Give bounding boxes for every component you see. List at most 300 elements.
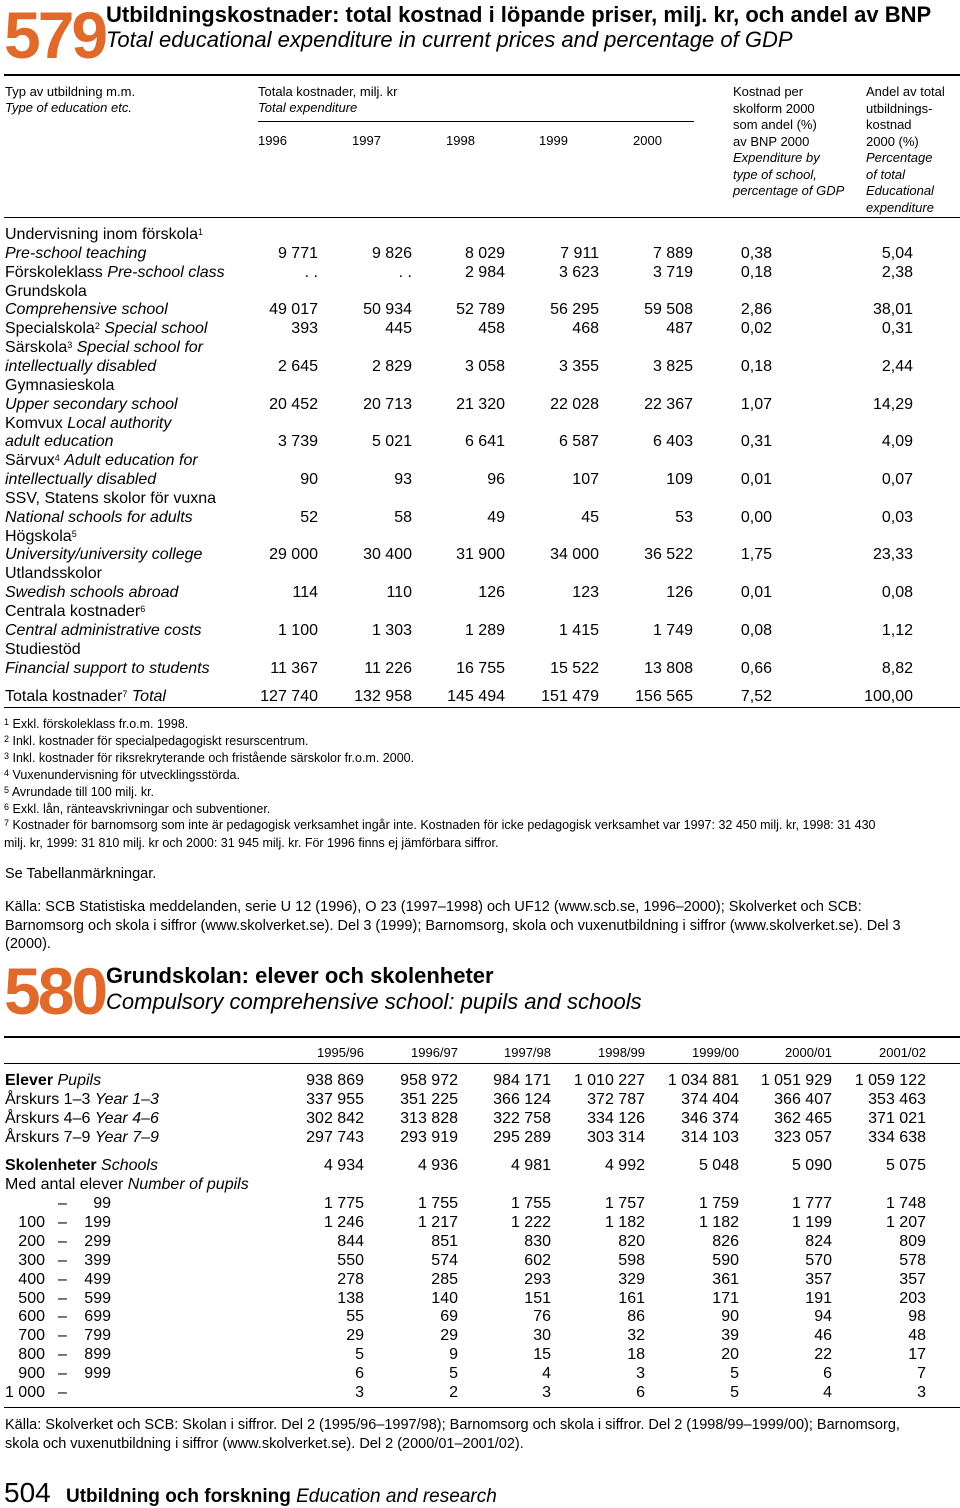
table-number-580: 580 (4, 954, 106, 1028)
row-label (5, 545, 202, 564)
cell: 1 207 (885, 1213, 926, 1231)
cell: 938 869 (306, 1072, 364, 1089)
cell: 138 (337, 1289, 364, 1307)
footnote-ref: 7 (122, 689, 128, 699)
rule-bottom-580 (4, 1407, 960, 1408)
cell: 293 919 (400, 1129, 458, 1146)
cell: . . (398, 263, 412, 281)
footnote (4, 784, 154, 801)
cell: 4 936 (417, 1157, 458, 1174)
cell: 3 719 (652, 263, 693, 281)
cell: 844 (337, 1232, 364, 1250)
row-label (5, 225, 203, 244)
cell: 156 565 (635, 688, 693, 705)
cell: 109 (666, 471, 693, 489)
cell: 3 (917, 1384, 926, 1401)
label-sv: Studiestöd (5, 640, 81, 658)
cell: . . (304, 263, 318, 281)
cell: 55 (346, 1308, 364, 1326)
footnote-ref: 2 (94, 321, 100, 332)
row-label (5, 659, 210, 678)
row-label (5, 357, 156, 376)
cell: 0,31 (881, 320, 913, 338)
cell: 851 (431, 1232, 458, 1250)
size-to: 299 (84, 1232, 111, 1250)
label-sv: Årskurs 4–6 (5, 1110, 91, 1127)
col-year: 1998/99 (598, 1045, 645, 1060)
size-from: 200 (18, 1232, 45, 1250)
col-year: 1995/96 (317, 1045, 364, 1060)
cell: 49 (487, 508, 505, 526)
cell: 5 048 (698, 1157, 739, 1174)
cell: 5 (355, 1346, 364, 1364)
cell: 550 (337, 1251, 364, 1269)
cell: 15 522 (550, 659, 599, 677)
label-en: Pupils (57, 1072, 102, 1089)
label-en: National schools for adults (5, 508, 193, 526)
cell: 7 911 (560, 244, 599, 262)
cell: 984 171 (493, 1072, 551, 1089)
cell: 90 (721, 1308, 739, 1326)
cell: 4 992 (604, 1157, 645, 1174)
rule-head-580 (4, 1063, 960, 1064)
footnote-text: Inkl. kostnader för riksrekryterande och fristående särskolor fr.o.m. 2000. (12, 750, 415, 765)
table-row (0, 1345, 960, 1364)
cell: 127 740 (260, 688, 318, 705)
label-en: intellectually disabled (5, 471, 157, 489)
cell: 4,09 (881, 433, 913, 451)
cell: 9 826 (371, 244, 412, 262)
label-sv: Totala kostnader (5, 688, 123, 705)
table-row (0, 621, 960, 640)
cell: 52 789 (456, 301, 505, 319)
cell: 4 981 (510, 1157, 551, 1174)
cell: 334 638 (868, 1129, 926, 1146)
table-row (0, 263, 960, 282)
col-year: 1996 (258, 133, 287, 148)
cell: 1 246 (323, 1213, 364, 1231)
footnote-num: 6 (4, 801, 10, 812)
footnote-num: 7 (4, 818, 10, 829)
cell: 14,29 (872, 395, 913, 413)
table-row (0, 640, 960, 659)
cell: 4 934 (323, 1157, 364, 1174)
label-sv: Grundskola (5, 282, 87, 300)
col-head-type-en: Type of education etc. (5, 100, 132, 115)
cell: 203 (899, 1289, 926, 1307)
cell: 1 289 (464, 621, 505, 639)
footnote-ref: 3 (67, 340, 73, 351)
cell: 5 (730, 1384, 739, 1401)
label-sv: Undervisning inom förskola (5, 226, 198, 243)
cell: 2 645 (277, 357, 318, 375)
cell: 0,66 (740, 659, 772, 677)
cell: 16 755 (456, 659, 505, 677)
size-from: 800 (18, 1346, 45, 1364)
cell: 366 124 (493, 1091, 551, 1108)
cell: 1,75 (740, 546, 772, 564)
table-row (0, 395, 960, 414)
page-number: 504 (4, 1477, 51, 1508)
col-year: 1997 (352, 133, 381, 148)
cell: 6 (823, 1365, 832, 1383)
cell: 1,12 (881, 621, 913, 639)
col-year: 2001/02 (879, 1045, 926, 1060)
table-row (0, 1109, 960, 1128)
table-row (0, 1194, 960, 1213)
cell: 58 (394, 508, 412, 526)
size-to: 999 (84, 1365, 111, 1383)
size-from: 300 (18, 1251, 45, 1269)
cell: 59 508 (644, 301, 693, 319)
source-580: Källa: Skolverket och SCB: Skolan i siffror. Del 2 (1995/96–1997/98); Barnomsorg och skola i siffror. Del 2 (1998/99–1999/00); Barnomsorg, skola och vuxenutbildning i siffror (www.skolverket.se). Del 2 (2000/01–2001/02). (5, 1417, 900, 1452)
label-en: University/university college (5, 546, 203, 564)
cell: 29 000 (269, 546, 318, 564)
cell: 20 452 (269, 395, 318, 413)
cell: 602 (524, 1251, 551, 1269)
cell: 1 777 (791, 1195, 832, 1212)
rule-head (4, 217, 960, 218)
cell: 2 (449, 1384, 458, 1401)
cell: 1 051 929 (760, 1072, 832, 1089)
cell: 96 (487, 471, 505, 489)
label-en: Financial support to students (5, 659, 210, 677)
row-label (5, 1071, 101, 1090)
size-to: 599 (84, 1289, 111, 1307)
size-to: 99 (93, 1195, 111, 1212)
footnote-ref: 5 (71, 528, 77, 539)
cell: 1 415 (558, 621, 599, 639)
cell: 22 367 (644, 395, 693, 413)
cell: 468 (572, 320, 599, 338)
cell: 313 828 (400, 1110, 458, 1127)
table-row (0, 1326, 960, 1345)
cell: 8 029 (464, 244, 505, 262)
cell: 126 (478, 584, 505, 602)
size-dash: – (58, 1384, 67, 1401)
table-row (0, 564, 960, 583)
row-label (5, 527, 77, 546)
table-number: 579 (4, 0, 106, 72)
table-row (0, 1383, 960, 1402)
table-title-en: Total educational expenditure in current prices and percentage of GDP (106, 27, 793, 52)
cell: 32 (627, 1327, 645, 1345)
cell: 366 407 (774, 1091, 832, 1108)
label-en: Year 7–9 (94, 1129, 159, 1146)
table-row (0, 1289, 960, 1308)
size-dash: – (58, 1346, 67, 1364)
label-en: Adult education for (64, 452, 198, 470)
cell: 191 (805, 1289, 832, 1307)
row-label (5, 414, 171, 433)
label-sv: Gymnasieskola (5, 376, 115, 394)
label-en: Special school for (76, 339, 204, 357)
cell: 0,07 (881, 471, 913, 489)
label-sv: Särskola (5, 339, 68, 357)
table-row (0, 1232, 960, 1251)
cell: 161 (618, 1289, 645, 1307)
footnote (4, 750, 414, 767)
cell: 302 842 (306, 1110, 364, 1127)
cell: 46 (814, 1327, 832, 1345)
label-sv: SSV, Statens skolor för vuxna (5, 489, 217, 507)
cell: 132 958 (354, 688, 412, 705)
cell: 76 (533, 1308, 551, 1326)
cell: 17 (908, 1346, 926, 1364)
cell: 86 (627, 1308, 645, 1326)
size-dash: – (58, 1232, 67, 1250)
cell: 34 000 (550, 546, 599, 564)
cell: 346 374 (681, 1110, 739, 1127)
cell: 1 059 122 (854, 1072, 926, 1089)
cell: 570 (805, 1251, 832, 1269)
size-to: 499 (84, 1270, 111, 1288)
cell: 0,01 (740, 584, 772, 602)
cell: 1 303 (371, 621, 412, 639)
row-label (5, 602, 145, 621)
cell: 1 775 (323, 1195, 364, 1212)
row-label (5, 1156, 158, 1175)
label-en: Swedish schools abroad (5, 584, 179, 602)
cell: 20 (721, 1346, 739, 1364)
label-sv: Förskoleklass (5, 263, 103, 281)
cell: 36 522 (644, 546, 693, 564)
cell: 1 182 (698, 1213, 739, 1231)
cell: 145 494 (447, 688, 505, 705)
table-row (0, 282, 960, 301)
cell: 2 984 (464, 263, 505, 281)
row-label (5, 583, 178, 602)
table-row (0, 1364, 960, 1383)
cell: 18 (627, 1346, 645, 1364)
footnote-num: 5 (4, 784, 10, 795)
cell: 23,33 (872, 546, 913, 564)
footnote-text: Exkl. lån, ränteavskrivningar och subventioner. (12, 801, 271, 816)
label-sv: Elever (5, 1072, 54, 1089)
size-dash: – (58, 1270, 67, 1288)
row-label (5, 1090, 159, 1109)
label-en: Year 4–6 (94, 1110, 159, 1127)
cell: 39 (721, 1327, 739, 1345)
col-year: 1997/98 (504, 1045, 551, 1060)
size-from: 400 (18, 1270, 45, 1288)
label-sv: Årskurs 1–3 (5, 1091, 91, 1108)
cell: 285 (431, 1270, 458, 1288)
cell: 151 479 (541, 688, 599, 705)
cell: 94 (814, 1308, 832, 1326)
table-row (0, 545, 960, 564)
cell: 5,04 (881, 244, 913, 262)
footnote-num: 3 (4, 750, 10, 761)
label-sv: Centrala kostnader (5, 603, 141, 620)
rule-top (4, 74, 960, 76)
row-label (5, 621, 202, 640)
cell: 295 289 (493, 1129, 551, 1146)
footnote (4, 733, 308, 750)
cell: 2 829 (371, 357, 412, 375)
label-sv: Skolenheter (5, 1157, 97, 1174)
size-dash: – (58, 1251, 67, 1269)
cell: 0,03 (881, 508, 913, 526)
footnote-num: 2 (4, 733, 10, 744)
cell: 1 748 (885, 1195, 926, 1212)
cell: 371 021 (868, 1110, 926, 1127)
size-dash: – (58, 1365, 67, 1383)
cell: 93 (394, 471, 412, 489)
footnote-text: Exkl. förskoleklass fr.o.m. 1998. (12, 717, 189, 731)
size-dash: – (58, 1195, 67, 1212)
cell: 11 367 (270, 659, 318, 677)
cell: 351 225 (400, 1091, 458, 1108)
cell: 323 057 (774, 1129, 832, 1146)
label-en: Pre-school teaching (5, 244, 147, 262)
row-label (5, 1109, 159, 1128)
table-row (0, 659, 960, 678)
row-label (5, 282, 87, 301)
size-from: 100 (18, 1213, 45, 1231)
total-row (0, 687, 960, 706)
row-label (5, 244, 146, 263)
table-row (0, 338, 960, 357)
cell: 3 (542, 1384, 551, 1401)
cell: 3 355 (558, 357, 599, 375)
row-label (5, 470, 156, 489)
cell: 374 404 (681, 1091, 739, 1108)
cell: 2,44 (881, 357, 913, 375)
cell: 20 713 (363, 395, 412, 413)
cell: 3 825 (652, 357, 693, 375)
cell: 49 017 (269, 301, 318, 319)
cell: 52 (300, 508, 318, 526)
label-sv: Specialskola (5, 320, 95, 338)
cell: 22 028 (550, 395, 599, 413)
row-label (5, 319, 207, 338)
col-head-total-en: Total expenditure (258, 100, 358, 115)
cell: 1 222 (510, 1213, 551, 1231)
cell: 140 (431, 1289, 458, 1307)
footnote (4, 801, 270, 818)
table-row (0, 527, 960, 546)
row-label (5, 263, 225, 282)
cell: 98 (908, 1308, 926, 1326)
footnote-ref: 4 (54, 453, 60, 464)
cell: 114 (292, 584, 318, 602)
cell: 21 320 (456, 395, 505, 413)
cell: 826 (712, 1232, 739, 1250)
cell: 9 771 (277, 244, 318, 262)
label-sv: Med antal elever (5, 1176, 124, 1193)
cell: 56 295 (550, 301, 599, 319)
cell: 1 755 (417, 1195, 458, 1212)
cell: 5 090 (791, 1157, 832, 1174)
cell: 458 (478, 320, 505, 338)
table-row (0, 357, 960, 376)
table-row (0, 602, 960, 621)
col-year: 2000/01 (785, 1045, 832, 1060)
footnote-num: 1 (4, 717, 10, 727)
cell: 6 (355, 1365, 364, 1383)
footnote-num: 4 (4, 767, 10, 778)
cell: 22 (814, 1346, 832, 1364)
cell: 5 (730, 1365, 739, 1383)
footnote-text: Avrundade till 100 milj. kr. (11, 784, 155, 799)
cell: 5 (449, 1365, 458, 1383)
cell: 820 (618, 1232, 645, 1250)
row-label (5, 376, 114, 395)
cell: 445 (385, 320, 412, 338)
size-from: 700 (18, 1327, 45, 1345)
cell: 329 (618, 1270, 645, 1288)
footnote (4, 817, 876, 834)
running-footer: Utbildning och forskning Education and research (66, 1486, 497, 1507)
row-label (5, 395, 178, 414)
cell: 31 900 (456, 546, 505, 564)
size-from: 1 000 (4, 1384, 45, 1401)
col-year: 1999 (539, 133, 568, 148)
col-year: 1996/97 (411, 1045, 458, 1060)
source-579: Källa: SCB Statistiska meddelanden, serie U 12 (1996), O 23 (1997–1998) och UF12 (www.scb.se, 1996–2000); Skolverket och SCB: Barnomsorg och skola i siffror (www.skolverket.se). Del 3 (1999); Barnomsorg, skola och vuxenutbildning i siffror (www.skolverket.se). Del 3 (2000). (5, 899, 901, 952)
table-row (0, 1071, 960, 1090)
table-title-sv-580: Grundskolan: elever och skolenheter (106, 963, 494, 988)
cell: 0,18 (740, 263, 772, 281)
cell: 809 (899, 1232, 926, 1250)
cell: 2,86 (740, 301, 772, 319)
footnote-text: Inkl. kostnader för specialpedagogiskt resurscentrum. (12, 733, 309, 748)
cell: 293 (524, 1270, 551, 1288)
col-year: 1999/00 (692, 1045, 739, 1060)
cell: 50 934 (363, 301, 412, 319)
cell: 6 (636, 1384, 645, 1401)
col-head-total-sv: Totala kostnader, milj. kr (258, 84, 398, 99)
label-sv: Utlandsskolor (5, 565, 102, 583)
cell: 171 (712, 1289, 739, 1307)
size-to: 399 (84, 1251, 111, 1269)
cell: 30 (533, 1327, 551, 1345)
cell: 13 808 (644, 659, 693, 677)
size-from: 500 (18, 1289, 45, 1307)
row-label (5, 508, 193, 527)
table-row (0, 1175, 960, 1194)
table-row (0, 583, 960, 602)
cell: 357 (899, 1270, 926, 1288)
size-dash: – (58, 1308, 67, 1326)
cell: 0,08 (881, 584, 913, 602)
cell: 3 623 (558, 263, 599, 281)
cell: 1 755 (510, 1195, 551, 1212)
label-en: Year 1–3 (94, 1091, 159, 1108)
cell: 0,31 (740, 433, 772, 451)
label-en: Special school (104, 320, 208, 338)
col-year: 1998 (446, 133, 475, 148)
row-label (5, 300, 168, 319)
cell: 487 (666, 320, 693, 338)
table-row (0, 508, 960, 527)
footnote-text: Kostnader för barnomsorg som inte är pedagogisk verksamhet ingår inte. Kostnaden för icke pedagogisk verksamhet var 1997: 32 450 milj. kr, 1998: 31 430 (12, 818, 876, 833)
footnote (4, 767, 240, 784)
row-label (5, 432, 114, 451)
table-row (0, 244, 960, 263)
cell: 1 749 (652, 621, 693, 639)
cell: 1 182 (604, 1213, 645, 1231)
cell: 590 (712, 1251, 739, 1269)
cell: 5 021 (371, 433, 412, 451)
row-label (5, 338, 203, 357)
col-year: 2000 (633, 133, 662, 148)
label-sv: Komvux (5, 414, 63, 432)
table-row (0, 1213, 960, 1232)
see-notes: Se Tabellanmärkningar. (5, 866, 157, 882)
cell: 126 (666, 584, 693, 602)
